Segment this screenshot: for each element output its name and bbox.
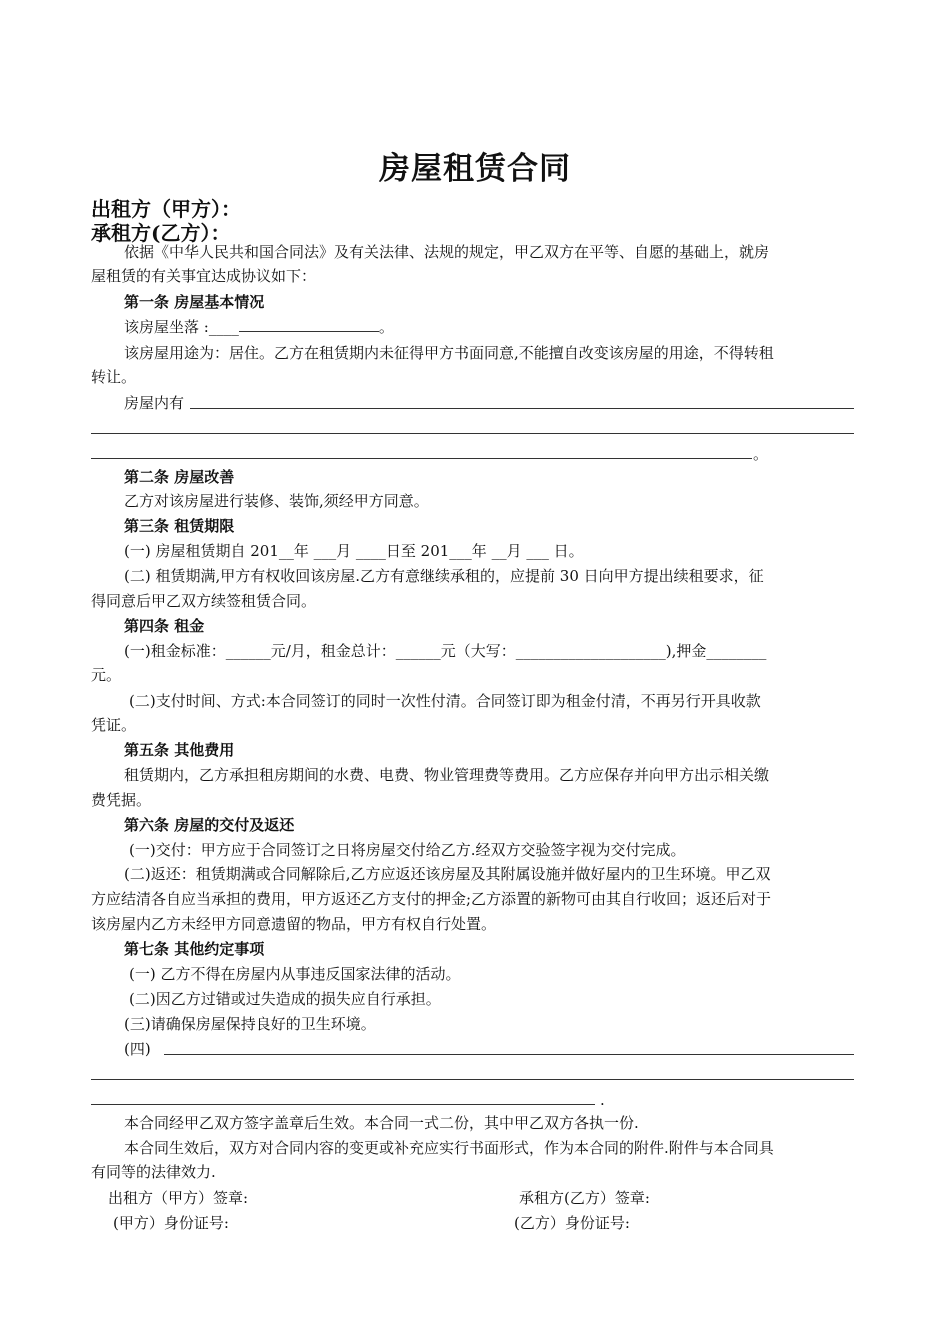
amend-line-1: 本合同生效后，双方对合同内容的变更或补充应实行书面形式，作为本合同的附件.附件与本合同具 [124, 1139, 774, 1157]
lessee-id-label: (乙方）身份证号: [514, 1214, 630, 1232]
lessee-label: 承租方(乙方）： [91, 221, 231, 245]
article-1-heading: 第一条 房屋基本情况 [124, 293, 265, 311]
fees-line-1: 租赁期内，乙方承担租房期间的水费、电费、物业管理费等费用。乙方应保存并向甲方出示相关缴 [124, 766, 770, 784]
location-suffix: 。 [378, 318, 394, 336]
effect-line: 本合同经甲乙双方签字盖章后生效。本合同一式二份，其中甲乙双方各执一份. [124, 1114, 639, 1132]
other-blank-1 [164, 1054, 854, 1055]
article-3-heading: 第三条 租赁期限 [124, 517, 235, 535]
usage-line-2: 转让。 [91, 368, 137, 386]
lessor-label: 出租方（甲方）： [91, 197, 241, 221]
location-prefix: 该房屋坐落 :____ [124, 318, 239, 336]
delivery-line: (一)交付：甲方应于合同签订之日将房屋交付给乙方.经双方交验签字视为交付完成。 [129, 841, 686, 859]
contents-blank-1 [190, 408, 854, 409]
article-4-heading: 第四条 租金 [124, 617, 205, 635]
fees-line-2: 费凭据。 [91, 791, 152, 809]
contents-blank-3 [91, 458, 752, 459]
renewal-line-1: (二) 租赁期满,甲方有权收回该房屋.乙方有意继续承租的，应提前 30 日向甲方提出续租要求，征 [124, 567, 764, 585]
payment-line-2: 凭证。 [91, 716, 137, 734]
article-7-heading: 第七条 其他约定事项 [124, 940, 265, 958]
return-line-1: (二)返还：租赁期满或合同解除后,乙方应返还该房屋及其附属设施并做好屋内的卫生环境。甲乙双 [124, 865, 771, 883]
return-line-3: 该房屋内乙方未经甲方同意遗留的物品，甲方有权自行处置。 [91, 915, 497, 933]
usage-line-1: 该房屋用途为：居住。乙方在租赁期内未征得甲方书面同意,不能擅自改变该房屋的用途，不得转租 [124, 344, 774, 362]
other-blank-2 [91, 1079, 854, 1080]
other-item-4: (四) [124, 1040, 151, 1058]
contents-line: 房屋内有 [124, 394, 185, 412]
term-line: (一) 房屋租赁期自 201__年 ___月 ____日至 201___年 __月 ___ 日。 [124, 542, 584, 560]
amend-line-2: 有同等的法律效力. [91, 1163, 216, 1181]
return-line-2: 方应结清各自应当承担的费用，甲方返还乙方支付的押金;乙方添置的新物可由其自行收回；返还后对于 [91, 890, 772, 908]
location-line [91, 315, 861, 339]
article-2-text: 乙方对该房屋进行装修、装饰,须经甲方同意。 [124, 492, 429, 510]
payment-line-1: (二)支付时间、方式:本合同签订的同时一次性付清。合同签订即为租金付清，不再另行开具收款 [129, 692, 761, 710]
contents-blank-2 [91, 433, 854, 434]
other-item-1: (一) 乙方不得在房屋内从事违反国家法律的活动。 [129, 965, 461, 983]
lessor-signature-label: 出租方（甲方）签章: [108, 1189, 249, 1207]
article-2-heading: 第二条 房屋改善 [124, 468, 235, 486]
other-item-4-suffix: . [600, 1091, 605, 1109]
article-5-heading: 第五条 其他费用 [124, 741, 235, 759]
lessee-signature-label: 承租方(乙方）签章: [519, 1189, 650, 1207]
preamble-line-1: 依据《中华人民共和国合同法》及有关法律、法规的规定，甲乙双方在平等、自愿的基础上，就房 [124, 243, 770, 261]
rent-line-1: (一)租金标准：______元/月，租金总计：______元（大写：____________________),押金________ [124, 642, 767, 660]
other-item-2: (二)因乙方过错或过失造成的损失应自行承担。 [129, 990, 441, 1008]
other-blank-3 [91, 1104, 595, 1105]
contents-suffix: 。 [753, 445, 769, 463]
document-title: 房屋租赁合同 [379, 151, 571, 187]
location-blank [239, 316, 379, 332]
renewal-line-2: 得同意后甲乙双方续签租赁合同。 [91, 592, 317, 610]
other-item-3: (三)请确保房屋保持良好的卫生环境。 [124, 1015, 376, 1033]
article-6-heading: 第六条 房屋的交付及返还 [124, 816, 295, 834]
lessor-id-label: (甲方）身份证号: [113, 1214, 229, 1232]
preamble-line-2: 屋租赁的有关事宜达成协议如下： [91, 267, 317, 285]
rent-line-2: 元。 [91, 666, 122, 684]
